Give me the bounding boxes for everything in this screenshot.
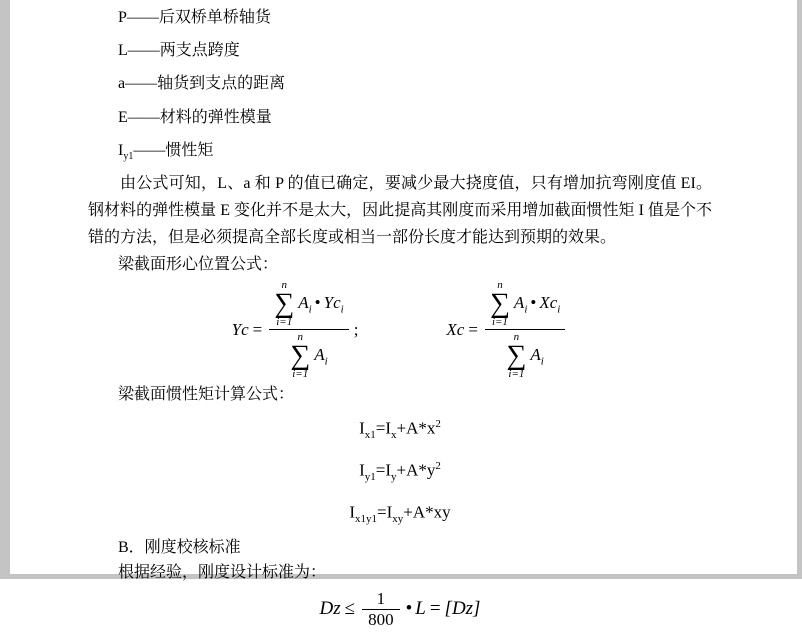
var-xci-subscript: i — [557, 303, 561, 316]
sigma-icon: ∑ — [489, 288, 510, 319]
term: I — [359, 418, 365, 438]
dz-lhs: Dz — [319, 598, 341, 620]
var-a-subscript: i — [324, 355, 328, 368]
yc-denominator-expression — [314, 345, 327, 367]
less-equal-sign: ≤ — [344, 598, 356, 620]
multiplication-dot: • — [405, 598, 413, 620]
summation-symbol — [506, 331, 526, 380]
symbol-base: L — [118, 42, 128, 60]
xc-lhs: Xc — [446, 319, 465, 339]
var-a-subscript: i — [308, 303, 312, 316]
xc-fraction — [485, 278, 565, 381]
term: +A*y — [396, 460, 436, 480]
term: I — [359, 460, 365, 480]
var-a: A — [513, 292, 525, 312]
centroid-formula-heading: 梁截面形心位置公式： — [118, 255, 279, 273]
definition-text: ——两支点跨度 — [127, 42, 240, 60]
inertia-formula-ix1 — [88, 409, 712, 451]
dz-formula — [320, 589, 481, 630]
symbol-definition-l — [88, 37, 712, 70]
term: +A*xy — [403, 502, 451, 522]
term-superscript: 2 — [435, 417, 441, 430]
sigma-icon: ∑ — [290, 340, 311, 372]
term-subscript: x1 — [364, 428, 376, 441]
xc-numerator — [485, 278, 565, 329]
term: I — [349, 502, 356, 522]
centroid-formula-row — [88, 279, 712, 381]
summation-symbol — [274, 279, 294, 328]
term-subscript: x — [391, 428, 397, 441]
symbol-base: E — [118, 108, 128, 126]
sum-upper-limit: n — [297, 331, 303, 344]
sigma-icon: ∑ — [506, 340, 527, 372]
inertia-formula-heading: 梁截面惯性矩计算公式： — [118, 385, 295, 403]
var-a: A — [298, 292, 309, 312]
summation-symbol — [490, 279, 510, 328]
multiplication-dot: • — [314, 292, 321, 312]
symbol-definition-iy1 — [88, 137, 712, 170]
equals-sign: = — [429, 598, 441, 620]
xc-denominator-expression — [530, 345, 543, 367]
symbol-definition-e — [88, 104, 712, 137]
semicolon: ; — [353, 319, 359, 339]
centroid-formula-xc — [446, 278, 568, 381]
sigma-icon: ∑ — [274, 288, 295, 319]
yc-numerator-expression — [298, 293, 343, 315]
body-paragraph: 由公式可知，L、a 和 P 的值已确定，要减少最大挠度值，只有增加抗弯刚度值 EI。钢材料的弹性模量 E 变化并不是太大，因此提高其刚度而采用增加截面惯性矩 I 值是个不错的方法，但是必须提高全部长度或相当一部份长度才能达到预期的效果。 — [88, 174, 712, 246]
var-xci: Xc — [539, 292, 558, 312]
term-subscript: x1y1 — [355, 513, 378, 526]
definition-text: ——材料的弹性模量 — [127, 108, 272, 126]
term: =I — [375, 418, 392, 438]
inertia-formula-iy1 — [88, 451, 712, 493]
sum-upper-limit: n — [281, 279, 287, 292]
var-a-subscript: i — [524, 303, 528, 316]
stiffness-formula-row — [88, 585, 712, 633]
term-superscript: 2 — [435, 459, 441, 472]
sum-lower-limit: i=1 — [276, 315, 293, 328]
dz-fraction-denominator: 800 — [368, 609, 394, 629]
sum-upper-limit: n — [513, 331, 520, 344]
equals-sign: = — [468, 319, 478, 339]
sum-lower-limit: i=1 — [508, 367, 525, 380]
symbol-base: I — [118, 141, 124, 159]
summation-symbol — [290, 331, 310, 380]
var-yci-subscript: i — [340, 303, 344, 316]
symbol-definition-a — [88, 70, 712, 103]
inertia-formula-ix1y1 — [88, 493, 712, 535]
yc-numerator — [269, 278, 348, 329]
yc-fraction — [269, 278, 348, 381]
section-b-heading: B．刚度校核标准 — [118, 539, 241, 557]
definition-text: ——轴货到支点的距离 — [125, 75, 286, 93]
yc-lhs: Yc — [231, 319, 249, 339]
multiplication-dot: • — [530, 292, 537, 312]
sum-lower-limit: i=1 — [292, 367, 309, 380]
term-subscript: y — [391, 471, 397, 484]
term-subscript: xy — [392, 513, 404, 526]
symbol-definition-p — [88, 4, 712, 37]
equals-sign: = — [252, 319, 263, 339]
term: +A*x — [396, 418, 436, 438]
xc-numerator-expression — [514, 293, 560, 315]
sum-upper-limit: n — [497, 279, 503, 292]
dz-rhs: [Dz] — [444, 598, 481, 620]
term: =I — [377, 502, 393, 522]
symbol-base: a — [118, 75, 126, 93]
var-yci: Yc — [323, 292, 341, 312]
symbol-base: P — [118, 9, 127, 26]
centroid-formula-yc — [232, 278, 359, 381]
var-l: L — [415, 598, 426, 620]
symbol-subscript: y1 — [123, 150, 134, 162]
dz-fraction — [362, 589, 400, 630]
var-a-subscript: i — [540, 355, 544, 368]
yc-denominator — [285, 330, 332, 381]
sum-lower-limit: i=1 — [491, 315, 508, 328]
var-a: A — [530, 344, 541, 364]
definition-text: ——后双桥单桥轴货 — [126, 9, 271, 26]
xc-denominator — [501, 330, 548, 381]
term: =I — [375, 460, 392, 480]
var-a: A — [314, 344, 325, 364]
term-subscript: y1 — [364, 471, 376, 484]
stiffness-intro: 根据经验，刚度设计标准为： — [118, 564, 327, 582]
dz-fraction-numerator: 1 — [376, 588, 386, 608]
definition-text: ——惯性矩 — [133, 141, 214, 159]
